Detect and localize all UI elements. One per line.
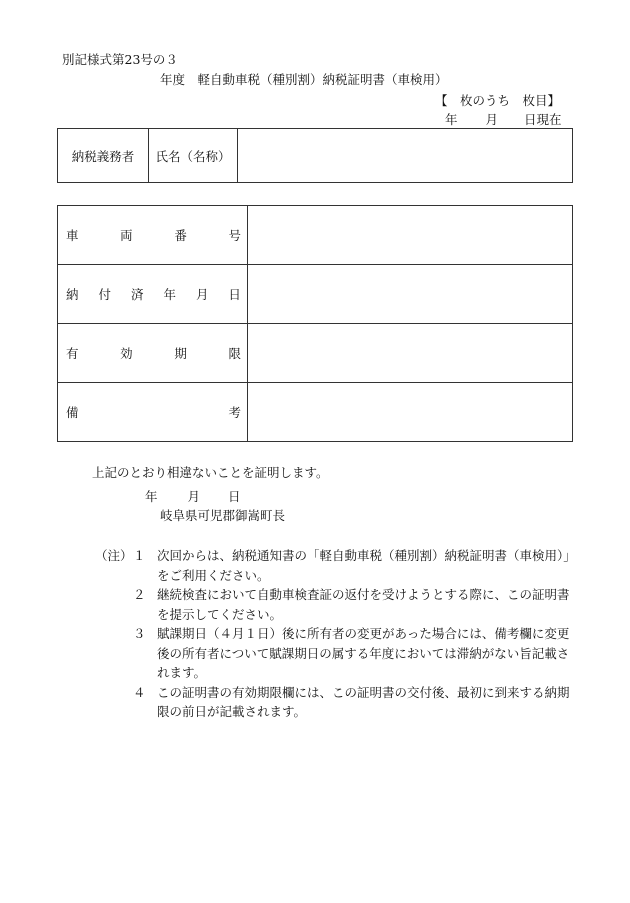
vehicle-table-row <box>58 265 573 324</box>
certification-date <box>145 487 241 505</box>
taxpayer-label: 納税義務者 <box>58 129 149 183</box>
note-prefix <box>95 683 133 722</box>
note-text: 賦課期日（４月１日）後に所有者の変更があった場合には、備考欄に変更後の所有者について賦課期日の属する年度においては滞納がない旨記載されます。 <box>157 626 570 680</box>
row-label-char: 備 <box>66 405 79 420</box>
note-prefix <box>95 585 133 624</box>
vehicle-table <box>57 205 573 442</box>
vehicle-table-row <box>58 206 573 265</box>
row-value <box>248 206 573 265</box>
row-label-char: 考 <box>228 405 241 420</box>
row-label-char: 車 <box>66 228 79 243</box>
row-label-char: 期 <box>174 346 187 361</box>
name-label: 氏名（名称） <box>149 129 238 183</box>
row-label-char: 日 <box>228 287 241 302</box>
row-label-char: 納 <box>66 287 79 302</box>
note-text: 継続検査において自動車検査証の返付を受けようとする際に、この証明書を提示してください。 <box>157 587 570 622</box>
row-label-char: 番 <box>174 228 187 243</box>
cert-month: 月 <box>187 489 201 504</box>
row-label-char: 付 <box>98 287 111 302</box>
cert-year: 年 <box>145 489 158 504</box>
row-value <box>248 265 573 324</box>
row-label-char: 限 <box>228 346 241 361</box>
form-number: 別記様式第23号の３ <box>62 52 178 67</box>
vehicle-table-row <box>58 324 573 383</box>
note-number: ３ <box>133 626 146 641</box>
note-text: この証明書の有効期限欄には、この証明書の交付後、最初に到来する納期限の前日が記載されます。 <box>157 684 570 719</box>
row-value <box>248 383 573 442</box>
certification-statement: 上記のとおり相違ないことを証明します。 <box>92 465 329 480</box>
document-title: 年度 軽自動車税（種別割）納税証明書（車検用） <box>160 72 448 87</box>
issuer: 岐阜県可児郡御嵩町長 <box>160 508 286 523</box>
as-of-date <box>445 110 562 128</box>
note-item <box>95 585 575 624</box>
row-label <box>58 206 248 265</box>
cert-day: 日 <box>228 489 241 504</box>
as-of-month: 月 <box>485 112 499 127</box>
row-label-char: 有 <box>66 346 79 361</box>
note-text: 次回からは、納税通知書の「軽自動車税（種別割）納税証明書（車検用）」をご利用ください。 <box>157 548 570 583</box>
as-of-year: 年 <box>445 112 458 127</box>
row-label <box>58 324 248 383</box>
row-label-char: 両 <box>120 228 133 243</box>
row-label-char: 効 <box>120 346 133 361</box>
row-label-char: 年 <box>163 287 176 302</box>
row-label-char: 済 <box>130 287 144 302</box>
row-label <box>58 383 248 442</box>
row-label-char: 月 <box>195 287 209 302</box>
row-value <box>248 324 573 383</box>
as-of-day: 日現在 <box>524 112 562 127</box>
note-prefix: （注） <box>95 548 133 563</box>
notes <box>95 546 575 722</box>
note-number: １ <box>133 548 146 563</box>
row-label <box>58 265 248 324</box>
taxpayer-name-value <box>238 129 573 183</box>
vehicle-table-row <box>58 383 573 442</box>
note-number: ２ <box>133 587 146 602</box>
sheet-count: 【 枚のうち 枚目】 <box>435 93 561 108</box>
note-item <box>95 624 575 683</box>
taxpayer-table <box>57 128 573 183</box>
row-label-char: 号 <box>228 228 241 243</box>
note-prefix <box>95 624 133 683</box>
note-number: ４ <box>133 684 146 700</box>
note-item <box>95 683 575 722</box>
note-item <box>95 546 575 585</box>
